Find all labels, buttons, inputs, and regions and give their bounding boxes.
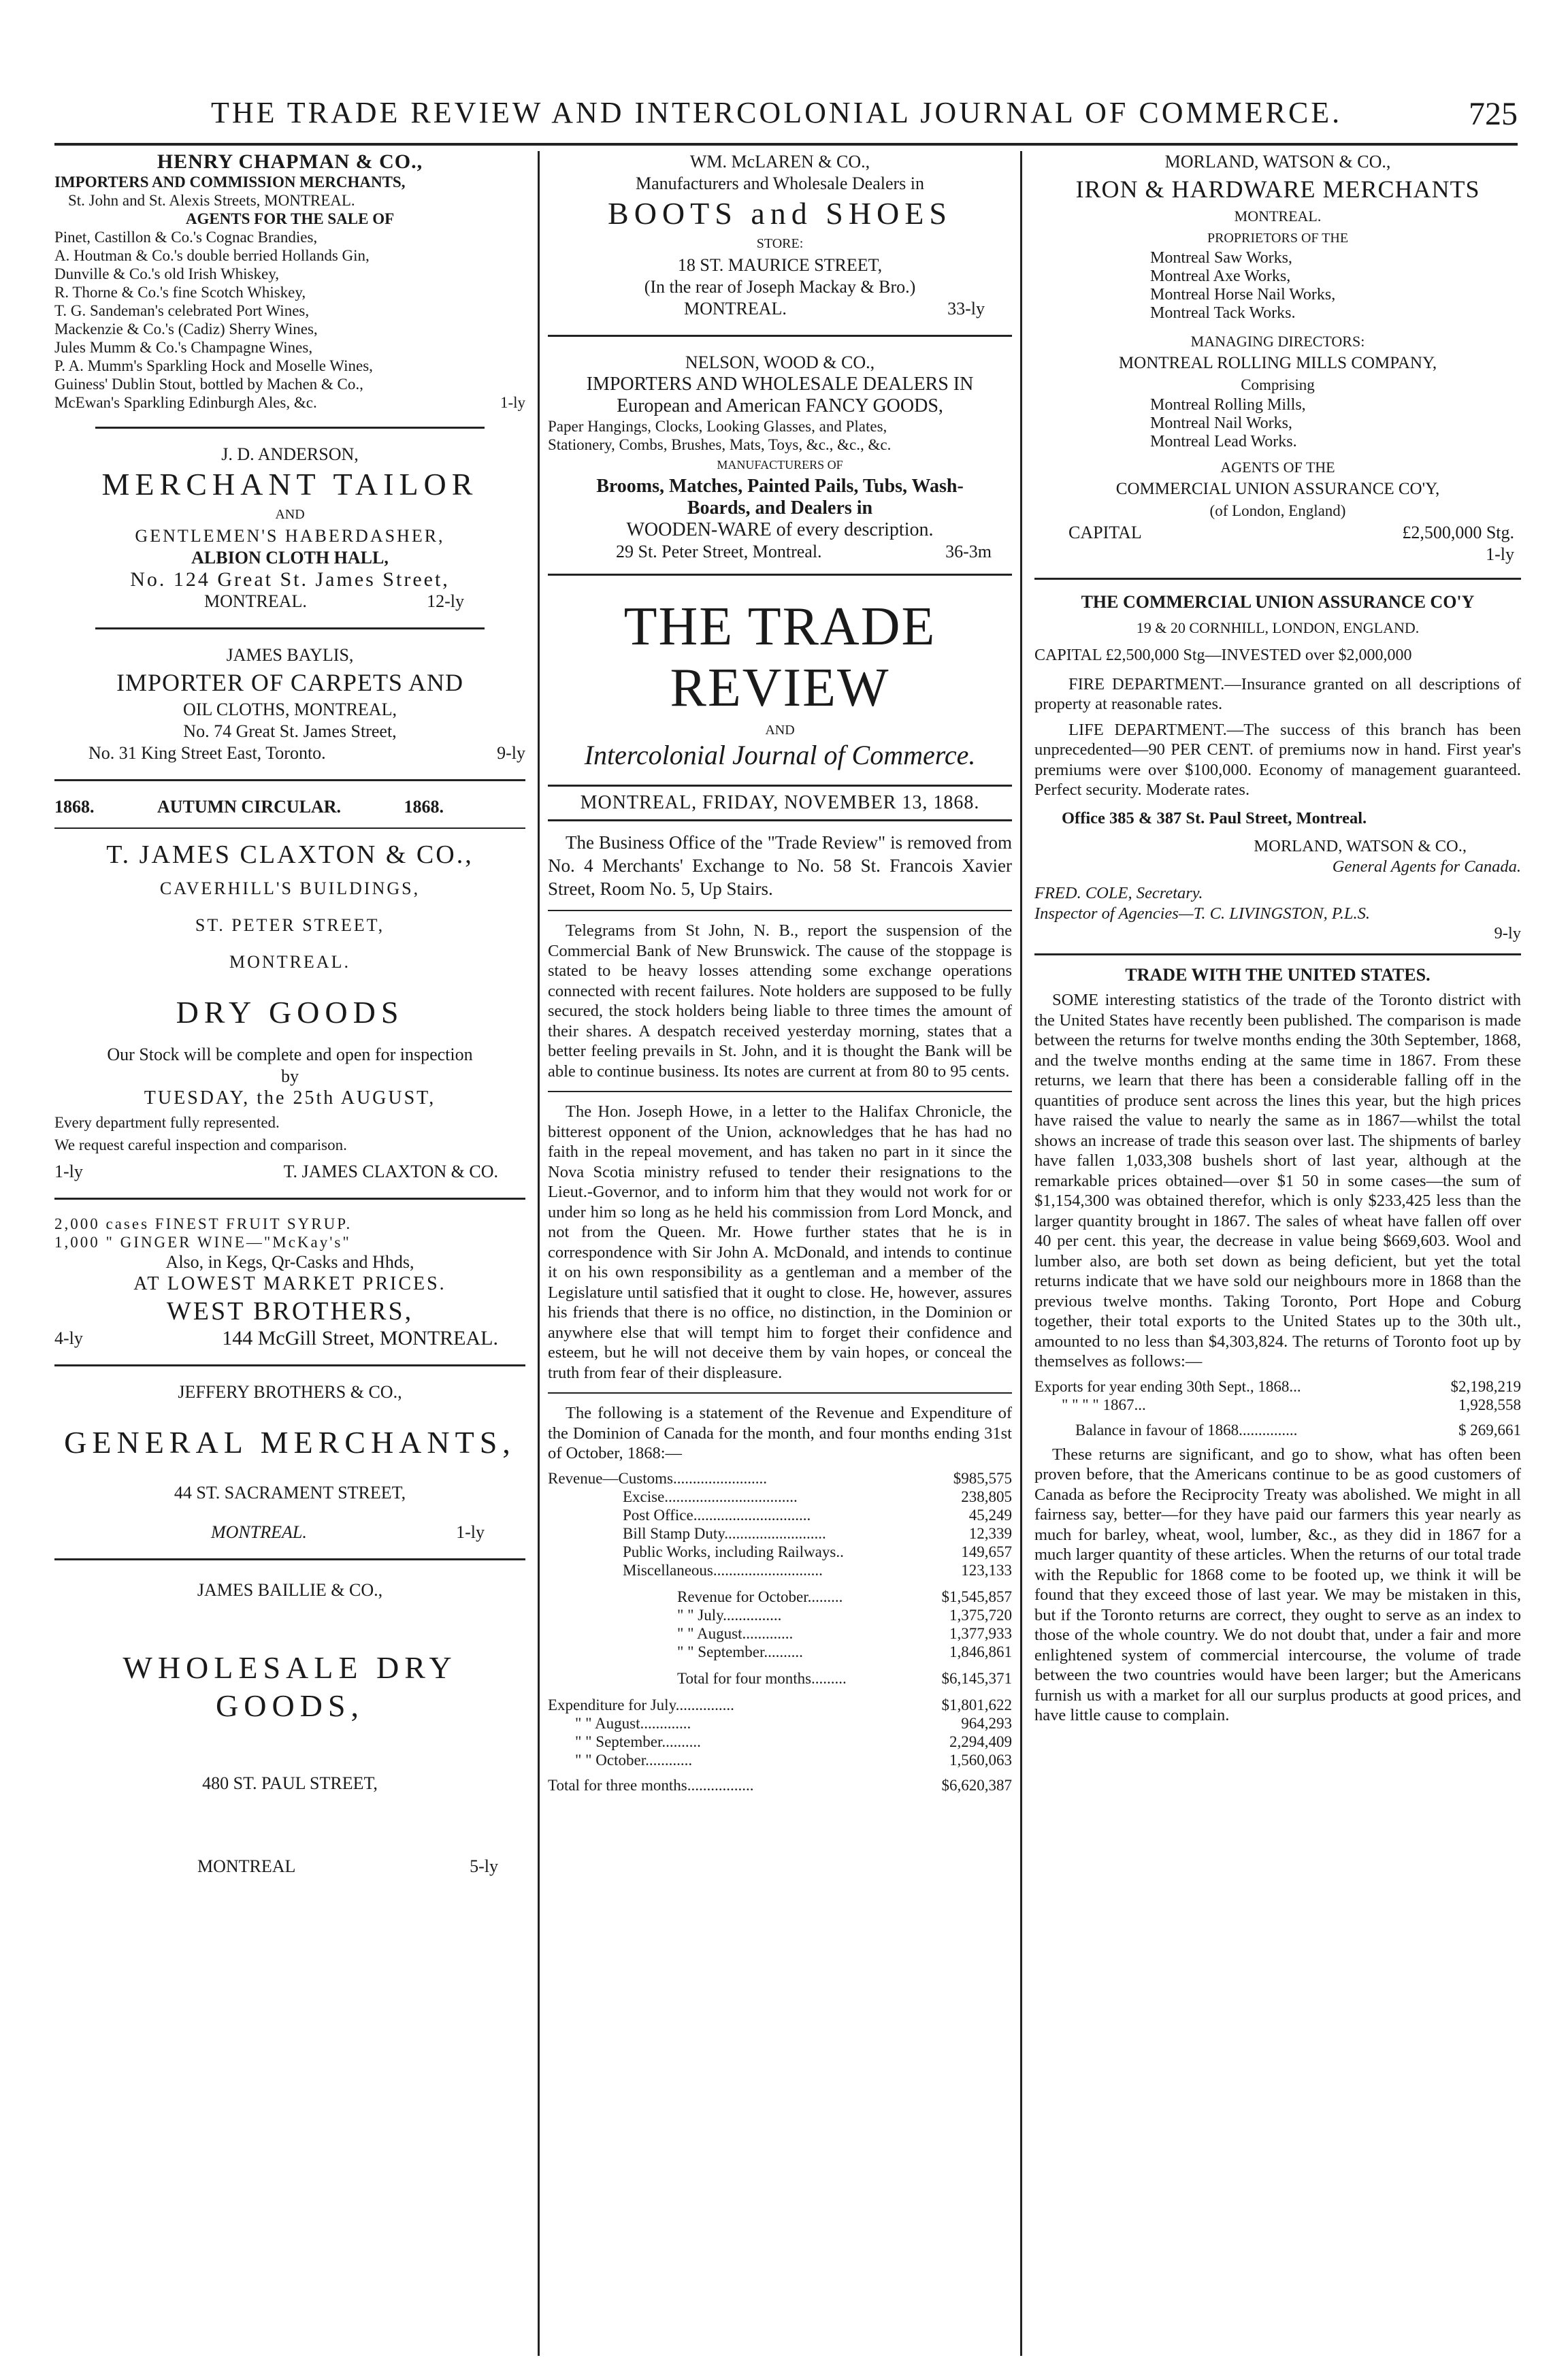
column-left xyxy=(54,151,525,2356)
ad-item: McEwan's Sparkling Edinburgh Ales, &c. xyxy=(54,394,317,411)
ad-item: Montreal Axe Works, xyxy=(1150,267,1291,285)
ad-city: MONTREAL xyxy=(197,1856,296,1876)
table-row xyxy=(548,1696,1012,1714)
row-label: Total for four months......... xyxy=(677,1669,847,1687)
ad-line: COMMERCIAL UNION ASSURANCE CO'Y, xyxy=(1115,480,1440,498)
ad-address: Office 385 & 387 St. Paul Street, Montreal. xyxy=(1062,808,1367,827)
ad-items xyxy=(54,228,525,412)
table-row xyxy=(548,1643,1012,1661)
ad-line: CAPITAL £2,500,000 Stg—INVESTED over $2,000,000 xyxy=(1034,646,1412,664)
page-header xyxy=(54,95,1518,146)
ad-address: 480 ST. PAUL STREET, xyxy=(202,1773,378,1793)
ad-name: WEST BROTHERS, xyxy=(166,1297,414,1326)
ad-line: Paper Hangings, Clocks, Looking Glasses, and Plates, xyxy=(548,418,887,435)
ad-item: Guiness' Dublin Stout, bottled by Machen & Co., xyxy=(54,376,363,393)
row-label: " " July............... xyxy=(677,1606,782,1624)
table-row xyxy=(548,1733,1012,1751)
ad-name: JAMES BAILLIE & CO., xyxy=(197,1580,383,1600)
ad-city: MONTREAL. xyxy=(204,591,307,611)
ad-trade: MERCHANT TAILOR xyxy=(101,467,478,502)
ad-anderson xyxy=(54,444,525,612)
ad-line: Also, in Kegs, Qr-Casks and Hhds, xyxy=(165,1252,414,1272)
ad-line: Our Stock will be complete and open for inspection xyxy=(107,1045,473,1064)
row-value: $1,801,622 xyxy=(941,1696,1012,1713)
ad-address: 144 McGill Street, MONTREAL. xyxy=(222,1327,498,1349)
ad-nelson xyxy=(548,352,1012,563)
table-row xyxy=(548,1714,1012,1733)
ad-line: Brooms, Matches, Painted Pails, Tubs, Wash- xyxy=(596,476,964,497)
ad-city: MONTREAL. xyxy=(684,299,787,318)
exports-table xyxy=(1034,1377,1521,1439)
row-label: Balance in favour of 1868............... xyxy=(1075,1421,1298,1439)
divider xyxy=(54,1558,525,1560)
ad-line: AUTUMN CIRCULAR. xyxy=(157,797,342,817)
ad-trade: GENERAL MERCHANTS, xyxy=(64,1425,516,1460)
row-value: 45,249 xyxy=(968,1506,1012,1524)
ad-line: ALBION CLOTH HALL, xyxy=(191,548,389,568)
ad-line: IMPORTERS AND WHOLESALE DEALERS IN xyxy=(586,374,974,395)
ad-code: 1-ly xyxy=(456,1522,485,1542)
ad-item: R. Thorne & Co.'s fine Scotch Whiskey, xyxy=(54,284,306,301)
masthead-title: THE TRADE REVIEW xyxy=(623,597,936,718)
ad-address: 18 ST. MAURICE STREET, xyxy=(677,255,883,275)
ad-sign: T. JAMES CLAXTON & CO. xyxy=(283,1162,498,1181)
row-value: $6,620,387 xyxy=(941,1776,1012,1794)
masthead-and: AND xyxy=(765,723,795,738)
ad-west xyxy=(54,1215,525,1349)
row-value: $6,145,371 xyxy=(941,1669,1012,1687)
revenue-table xyxy=(548,1469,1012,1794)
row-label: Expenditure for July............... xyxy=(548,1696,734,1713)
ad-item: Mackenzie & Co.'s (Cadiz) Sherry Wines, xyxy=(54,321,318,338)
row-label: Bill Stamp Duty.......................... xyxy=(623,1524,826,1542)
ad-item: Dunville & Co.'s old Irish Whiskey, xyxy=(54,265,279,282)
divider xyxy=(95,627,485,629)
row-label: " " " " 1867... xyxy=(1062,1396,1146,1413)
ad-item: Jules Mumm & Co.'s Champagne Wines, xyxy=(54,339,313,356)
ad-line: IMPORTERS AND COMMISSION MERCHANTS, xyxy=(54,174,406,191)
ad-name: NELSON, WOOD & CO., xyxy=(685,352,875,372)
row-value: 964,293 xyxy=(961,1714,1012,1732)
ad-line: (of London, England) xyxy=(1209,502,1346,519)
table-row xyxy=(548,1488,1012,1506)
article-heading: TRADE WITH THE UNITED STATES. xyxy=(1125,964,1431,985)
ad-line: Comprising xyxy=(1241,376,1315,393)
ad-line: AT LOWEST MARKET PRICES. xyxy=(133,1273,446,1294)
ad-name: JEFFERY BROTHERS & CO., xyxy=(178,1382,402,1402)
ad-jeffery xyxy=(54,1381,525,1543)
divider xyxy=(1034,953,1521,955)
ad-title: THE COMMERCIAL UNION ASSURANCE CO'Y xyxy=(1081,592,1475,612)
ad-line: GENTLEMEN'S HABERDASHER, xyxy=(135,526,445,546)
ad-item: Montreal Saw Works, xyxy=(1150,249,1292,267)
ad-line: No. 74 Great St. James Street, xyxy=(183,721,397,741)
row-value: 1,375,720 xyxy=(949,1606,1012,1624)
row-label: Exports for year ending 30th Sept., 1868... xyxy=(1034,1377,1301,1395)
page-number: 725 xyxy=(1469,96,1518,132)
ad-line: MONTREAL ROLLING MILLS COMPANY, xyxy=(1118,354,1437,372)
ad-baylis xyxy=(54,644,525,764)
notice-paragraph: The Business Office of the "Trade Review" is removed from No. 4 Merchants' Exchange to No. 58 St. Francois Xavier Street, Room No. 5, Up Stairs. xyxy=(548,832,1012,899)
table-row xyxy=(548,1543,1012,1561)
ad-chapman xyxy=(54,151,525,412)
table-row xyxy=(548,1606,1012,1624)
ad-line: IMPORTER OF CARPETS AND xyxy=(116,669,463,696)
ad-line: MANUFACTURERS OF xyxy=(717,458,843,472)
ad-item: Montreal Rolling Mills, xyxy=(1150,396,1306,414)
ad-line: TUESDAY, the 25th AUGUST, xyxy=(144,1087,436,1109)
row-label: Post Office.............................. xyxy=(623,1506,811,1524)
divider xyxy=(95,427,485,429)
ad-line: MANAGING DIRECTORS: xyxy=(1190,333,1365,350)
ad-sign: MORLAND, WATSON & CO., xyxy=(1254,837,1467,855)
row-value: 149,657 xyxy=(961,1543,1012,1560)
ad-address: 29 St. Peter Street, Montreal. xyxy=(616,542,822,561)
ad-address: 19 & 20 CORNHILL, LONDON, ENGLAND. xyxy=(1136,619,1420,636)
row-label: " " August............. xyxy=(575,1714,691,1732)
article-body xyxy=(548,831,1012,1794)
ad-morland xyxy=(1034,151,1521,565)
ad-code: 5-ly xyxy=(470,1856,498,1876)
row-label: Revenue for October......... xyxy=(677,1588,843,1605)
row-value: $985,575 xyxy=(953,1469,1012,1487)
ad-line: CAPITAL xyxy=(1068,523,1142,542)
article-paragraph: SOME interesting statistics of the trade of the Toronto district with the United States have recently been published. The comparison is made between the returns for twelve months ending the 30th September, 1868, and the twelve months ending at the same time in 1867. From these returns, we learn that there has been a considerable falling off in the quantities of produce sent across the lines this year, but the high prices have raised the value to nearly the same as in 1867—whilst the total shows an increase of trade this season over last. The shipments of barley have fallen 1,033,308 bushels short of last year, although at the remarkable prices obtained—over $1 50 in some cases—the sum of $1,154,300 was obtained therefor, which is only $233,425 less than the larger quantity brought in 1867. The sales of wheat have fallen off over 40 per cent. this year, the decrease in value being $669,603. Wool and lumber also, are both set down as being deficient, but yet the total returns indicate that we have sold our neighbours more in 1868 than the previous twelve months. Taking Toronto, Port Hope and Coburg together, their total exports to the United States up to the 30th ult., amounted to no less than $4,303,824. The returns of Toronto foot up by themselves as follows:— xyxy=(1034,991,1521,1371)
article-paragraph: The Hon. Joseph Howe, in a letter to the Halifax Chronicle, the bitterest opponent of the Union, acknowledges that he has had no faith in the repeal movement, and has taken no part in it since the Nova Scotia ministry refused to tender their resignations to the Lieut.-Governor, and to inform him that they would not work for or under him so long as he held his commission from Lord Monck, and not from the Queen. Mr. Howe further states that he is in correspondence with Sir John A. McDonald, and intends to continue it on his own responsibility as a gentleman and a member of the Legislature until satisfied that it ought to close. He, however, assures his friends that there is no office, no distinction, in the Dominion or anywhere else that will tempt him to forget their confidence and esteem, but he will not deceive them by vain hopes, or conceal the truth from fear of their displeasure. xyxy=(548,1102,1012,1382)
row-label: Public Works, including Railways.. xyxy=(623,1543,844,1560)
ad-line: STORE: xyxy=(756,236,804,251)
ad-item: T. G. Sandeman's celebrated Port Wines, xyxy=(54,302,310,319)
row-value: $1,545,857 xyxy=(941,1588,1012,1605)
ad-line: PROPRIETORS OF THE xyxy=(1207,231,1349,246)
ad-line: OIL CLOTHS, MONTREAL, xyxy=(183,700,397,719)
ad-address: No. 124 Great St. James Street, xyxy=(130,568,450,591)
ad-paragraph: LIFE DEPARTMENT.—The success of this branch has been unprecedented—90 PER CENT. of premiums now in hand. First year's premiums were over $100,000. Economy of management guaranteed. Perfect security. Moderate rates. xyxy=(1034,720,1521,799)
ad-line: 1868. xyxy=(54,797,95,817)
row-value: 238,805 xyxy=(961,1488,1012,1505)
ad-item: Montreal Lead Works. xyxy=(1150,433,1297,450)
ad-code: 9-ly xyxy=(497,743,525,763)
row-label: Miscellaneous............................ xyxy=(623,1561,823,1579)
ad-claxton xyxy=(54,796,525,1183)
row-value: 1,928,558 xyxy=(1458,1396,1521,1413)
ad-sign: General Agents for Canada. xyxy=(1332,857,1521,876)
ad-item: Montreal Horse Nail Works, xyxy=(1150,286,1336,303)
ad-line: Boards, and Dealers in xyxy=(687,497,873,519)
ad-name: T. JAMES CLAXTON & CO., xyxy=(106,840,474,869)
ad-name: J. D. ANDERSON, xyxy=(221,444,359,464)
table-row xyxy=(548,1624,1012,1643)
row-value: 123,133 xyxy=(961,1561,1012,1579)
ad-mclaren xyxy=(548,151,1012,320)
ad-address: 44 ST. SACRAMENT STREET, xyxy=(174,1483,406,1503)
divider xyxy=(1034,578,1521,580)
ad-line: We request careful inspection and comparison. xyxy=(54,1136,347,1153)
article-paragraph: These returns are significant, and go to show, what has often been proven before, that the Americans continue to be as good customers of Canada as before the Reciprocity Treaty was abolished. We might in all fairness say, better—for they have paid our farmers this year nearly as much for barley, wheat, wool, lumber, &c., as they did in 1867 for a much larger quantity of these articles. When the returns of our total trade with the Republic for 1868 come to be footed up, we think it will be found that they exceed those of last year. We may be mistaken in this, but if the Toronto returns are correct, they ought to serve as an index to those of the whole country. We do not doubt that, under a fair and more enlightened system of commercial intercourse, the volume of trade between the two countries would have been larger; but the Americans furnish us with a market for all our surplus products at good prices, and have little cause to complain. xyxy=(1034,1445,1521,1724)
divider xyxy=(548,335,1012,337)
ad-line: Every department fully represented. xyxy=(54,1114,280,1131)
ad-item: P. A. Mumm's Sparkling Hock and Moselle Wines, xyxy=(54,357,373,374)
divider xyxy=(54,779,525,781)
ad-paragraph: FIRE DEPARTMENT.—Insurance granted on all descriptions of property at reasonable rates. xyxy=(1034,674,1521,713)
row-label: " " August............. xyxy=(677,1624,794,1642)
ad-line: St. John and St. Alexis Streets, MONTREAL. xyxy=(68,192,355,209)
ad-item: Montreal Nail Works, xyxy=(1150,414,1292,432)
ad-code: 9-ly xyxy=(1494,924,1521,942)
row-label: Excise.................................. xyxy=(623,1488,798,1505)
table-row xyxy=(548,1524,1012,1543)
ad-trade: IRON & HARDWARE MERCHANTS xyxy=(1075,176,1480,203)
table-row xyxy=(1034,1421,1521,1439)
divider xyxy=(54,1198,525,1200)
dateline: MONTREAL, FRIDAY, NOVEMBER 13, 1868. xyxy=(548,785,1012,821)
ad-line: £2,500,000 Stg. xyxy=(1402,523,1514,542)
row-value: 2,294,409 xyxy=(949,1733,1012,1750)
divider xyxy=(54,1364,525,1366)
ad-city: MONTREAL. xyxy=(1234,208,1322,225)
ad-line: WOODEN-WARE of every description. xyxy=(626,519,934,540)
article-trade-us xyxy=(1034,965,1521,1726)
masthead-subtitle: Intercolonial Journal of Commerce. xyxy=(584,740,976,770)
article-paragraph: Telegrams from St John, N. B., report the suspension of the Commercial Bank of New Brunswick. The cause of the stoppage is stated to be heavy losses attending some exchange operations connected with recent failures. Note holders are supposed to be fully secured, the stock holders being liable to three times the amount of their shares. A despatch received yesterday morning, states that a better feeling prevails in St. John, and it is thought the Bank will be able to continue business. Its notes are current at from 80 to 95 cents. xyxy=(548,921,1012,1081)
table-row xyxy=(548,1561,1012,1579)
table-row xyxy=(548,1506,1012,1524)
row-label: Revenue—Customs........................ xyxy=(548,1469,767,1487)
ad-line: European and American FANCY GOODS, xyxy=(617,395,943,416)
ad-item: Pinet, Castillon & Co.'s Cognac Brandies, xyxy=(54,229,318,246)
ad-code: 33-ly xyxy=(947,299,985,318)
ad-commercial-union xyxy=(1034,592,1521,944)
row-value: $ 269,661 xyxy=(1458,1421,1521,1439)
ad-code: 36-3m xyxy=(945,542,992,561)
ad-line: 1,000 " GINGER WINE—"McKay's" xyxy=(54,1234,351,1251)
row-label: " " September.......... xyxy=(575,1733,701,1750)
table-row xyxy=(548,1469,1012,1488)
ad-trade: WHOLESALE DRY GOODS, xyxy=(122,1650,457,1723)
ad-name: WM. McLAREN & CO., xyxy=(689,152,870,171)
ad-line: Manufacturers and Wholesale Dealers in xyxy=(635,174,924,193)
row-label: " " September.......... xyxy=(677,1643,803,1660)
ad-trade: DRY GOODS xyxy=(176,995,404,1030)
ad-baillie xyxy=(54,1579,525,1877)
ad-item: Montreal Tack Works. xyxy=(1150,304,1296,322)
journal-title: THE TRADE REVIEW AND INTERCOLONIAL JOURNAL OF COMMERCE. xyxy=(211,96,1343,129)
ad-city: MONTREAL. xyxy=(211,1522,307,1542)
ad-name: JAMES BAYLIS, xyxy=(226,645,354,665)
row-label: Total for three months................. xyxy=(548,1776,754,1794)
ad-sign: FRED. COLE, Secretary. xyxy=(1034,884,1203,902)
ad-code: 1-ly xyxy=(1486,544,1514,564)
table-row xyxy=(548,1669,1012,1688)
table-row xyxy=(548,1776,1012,1794)
table-row xyxy=(1034,1377,1521,1396)
row-value: 1,846,861 xyxy=(949,1643,1012,1660)
ad-name: HENRY CHAPMAN & CO., xyxy=(157,151,423,173)
column-center xyxy=(538,151,1022,2356)
row-value: 12,339 xyxy=(968,1524,1012,1542)
ad-line: AGENTS FOR THE SALE OF xyxy=(185,210,395,227)
ad-line: AGENTS OF THE xyxy=(1220,459,1335,476)
ad-line: AND xyxy=(275,507,305,522)
ad-line: CAVERHILL'S BUILDINGS, xyxy=(159,879,421,898)
row-value: $2,198,219 xyxy=(1450,1377,1521,1395)
ad-line: No. 31 King Street East, Toronto. xyxy=(88,743,326,763)
ad-trade: BOOTS and SHOES xyxy=(608,196,952,231)
table-row xyxy=(548,1588,1012,1606)
article-paragraph: The following is a statement of the Revenue and Expenditure of the Dominion of Canada for the month, and four months ending 31st of October, 1868:— xyxy=(548,1404,1012,1462)
ad-code: 1-ly xyxy=(500,394,525,411)
ad-line: (In the rear of Joseph Mackay & Bro.) xyxy=(644,277,916,297)
ad-name: MORLAND, WATSON & CO., xyxy=(1164,152,1391,171)
ad-sign: Inspector of Agencies—T. C. LIVINGSTON, P.L.S. xyxy=(1034,904,1370,923)
ad-line: 1868. xyxy=(404,797,444,817)
ad-line: Stationery, Combs, Brushes, Mats, Toys, &c., &c., &c. xyxy=(548,436,892,453)
ad-item: A. Houtman & Co.'s double berried Hollands Gin, xyxy=(54,247,370,264)
ad-code: 12-ly xyxy=(427,591,464,611)
ad-line: ST. PETER STREET, xyxy=(195,915,385,935)
row-label: " " October............ xyxy=(575,1751,693,1769)
row-value: 1,377,933 xyxy=(949,1624,1012,1642)
column-right xyxy=(1034,151,1521,2356)
ad-line: by xyxy=(281,1066,299,1086)
table-row xyxy=(548,1751,1012,1769)
row-value: 1,560,063 xyxy=(949,1751,1012,1769)
table-row xyxy=(1034,1396,1521,1414)
ad-code: 4-ly xyxy=(54,1328,83,1348)
ad-line: 2,000 cases FINEST FRUIT SYRUP. xyxy=(54,1215,353,1232)
ad-city: MONTREAL. xyxy=(229,952,350,972)
ad-code: 1-ly xyxy=(54,1162,83,1181)
